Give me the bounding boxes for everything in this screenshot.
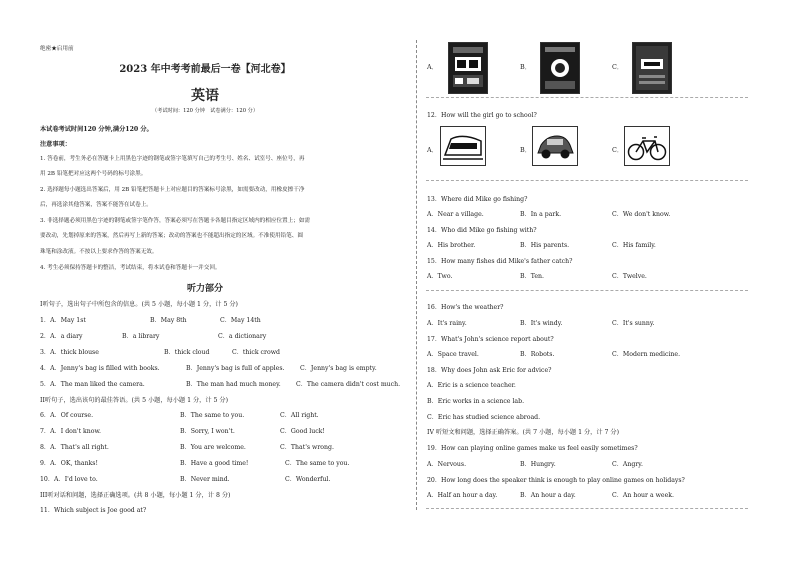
note-3b: 要改动，先划掉原来的答案，然后再写上新的答案；改动的答案也不能超出指定的区域。不准使用铅笔、圆: [40, 233, 303, 239]
section-2-title: II听句子，选出该句的最佳答语。(共 5 小题，每小题 1 分，计 5 分): [40, 397, 229, 404]
q9-option-b: B．Have a good time!: [180, 460, 249, 467]
notes-intro: 本试卷考试时间120 分钟,满分120 分。: [40, 126, 153, 133]
rule-line: [426, 508, 748, 509]
q10-option-b: B．Never mind.: [180, 476, 230, 483]
q5-option-a: 5．A．The man liked the camera.: [40, 381, 145, 388]
q15-text: 15．How many fishes did Mike's father catch?: [427, 258, 573, 265]
q15-option-c: C．Twelve.: [612, 273, 647, 280]
q3-option-a: 3．A．thick blouse: [40, 349, 99, 356]
section-1-title: I听句子，选出句子中所包含的信息。(共 5 小题，每小题 1 分，计 5 分): [40, 301, 238, 308]
book-cover-c-icon: [632, 42, 672, 94]
q2-option-c: C．a dictionary: [218, 333, 267, 340]
q12-text: 12．How will the girl go to school?: [427, 112, 537, 119]
q12-label-a: A．: [427, 146, 439, 154]
q4-option-b: B．Jenny's bag is full of apples.: [186, 365, 285, 372]
book-cover-b-icon: [540, 42, 580, 94]
exam-title: 2023 年中考考前最后一卷【河北卷】: [119, 64, 291, 75]
q1-option-c: C．May 14th: [220, 317, 261, 324]
q10-option-c: C．Wonderful.: [285, 476, 331, 483]
q16-option-a: A．It's rainy.: [427, 320, 467, 327]
secret-label: 绝密★启用前: [40, 46, 74, 52]
q2-option-a: 2．A．a diary: [40, 333, 83, 340]
q6-option-a: 6．A．Of course.: [40, 412, 94, 419]
q17-option-c: C．Modern medicine.: [612, 351, 681, 358]
q8-option-b: B．You are welcome.: [180, 444, 246, 451]
q5-option-b: B．The man had much money.: [186, 381, 281, 388]
q20-option-b: B．An hour a day.: [520, 492, 576, 499]
bicycle-icon: [624, 126, 670, 166]
car-icon: [532, 126, 578, 166]
rule-line: [426, 180, 748, 181]
q20-text: 20．How long does the speaker think is enough to play online games on holidays?: [427, 477, 685, 484]
q14-option-b: B．His parents.: [520, 242, 570, 249]
rule-line: [426, 97, 748, 98]
q11-text: 11．Which subject is Joe good at?: [40, 507, 147, 514]
note-2a: 2. 选择题每小题选出答案后，用 2B 铅笔把答题卡上对应题目的答案标号涂黑，如需要改动，用橡皮擦干净: [40, 187, 305, 193]
note-3a: 3. 非选择题必须用黑色字迹的钢笔或签字笔作答，答案必须写在答题卡各题目指定区域内的相应位置上；如需: [40, 218, 311, 224]
q11-label-a: A．: [427, 63, 439, 71]
q19-option-c: C．Angry.: [612, 461, 643, 468]
q1-option-a: 1．A．May 1st: [40, 317, 86, 324]
q4-option-c: C．Jenny's bag is empty.: [300, 365, 377, 372]
q16-option-c: C．It's sunny.: [612, 320, 655, 327]
q3-option-b: B．thick cloud: [164, 349, 210, 356]
note-1b: 用 2B 铅笔把对应这两个号码的标号涂黑。: [40, 171, 147, 177]
q19-option-b: B．Hungry.: [520, 461, 556, 468]
q4-option-a: 4．A．Jenny's bag is filled with books.: [40, 365, 160, 372]
q18-option-a: A．Eric is a science teacher.: [427, 382, 516, 389]
q6-option-c: C．All right.: [280, 412, 319, 419]
q16-option-b: B．It's windy.: [520, 320, 563, 327]
section-title: 听力部分: [186, 284, 223, 294]
note-1a: 1. 答卷前，考生务必在答题卡上用黑色字迹的钢笔或签字笔填写自己的考生号、姓名、试室号、座位号，再: [40, 156, 305, 162]
train-icon: [440, 126, 486, 166]
q7-option-c: C．Good luck!: [280, 428, 325, 435]
q8-option-c: C．That's wrong.: [280, 444, 334, 451]
q17-option-b: B．Robots.: [520, 351, 555, 358]
q13-text: 13．Where did Mike go fishing?: [427, 196, 528, 203]
q12-label-b: B．: [520, 146, 532, 154]
q9-option-a: 9．A．OK, thanks!: [40, 460, 98, 467]
q5-option-c: C．The camera didn't cost much.: [296, 381, 401, 388]
q18-option-b: B．Eric works in a science lab.: [427, 398, 525, 405]
q14-option-c: C．His family.: [612, 242, 656, 249]
q13-option-a: A．Near a village.: [427, 211, 484, 218]
q15-option-a: A．Two.: [427, 273, 453, 280]
q11-label-c: C．: [612, 63, 624, 71]
q20-option-a: A．Half an hour a day.: [427, 492, 498, 499]
q9-option-c: C．The same to you.: [285, 460, 350, 467]
q18-option-c: C．Eric has studied science abroad.: [427, 414, 541, 421]
q19-option-a: A．Nervous.: [427, 461, 467, 468]
q2-option-b: B．a library: [122, 333, 160, 340]
q14-option-a: A．His brother.: [427, 242, 476, 249]
rule-line: [426, 290, 748, 291]
note-2b: 后，再选涂其他答案，答案不能答在试卷上。: [40, 202, 152, 208]
exam-meta: （考试时间：120 分钟 试卷满分：120 分）: [151, 108, 259, 114]
notes-heading: 注意事项：: [40, 141, 71, 148]
q14-text: 14．Who did Mike go fishing with?: [427, 227, 537, 234]
q17-text: 17．What's John's science report about?: [427, 336, 554, 343]
note-4: 4. 考生必须保持答题卡的整洁，考试结束，将本试卷和答题卡一并交回。: [40, 265, 221, 271]
q1-option-b: B．May 8th: [150, 317, 187, 324]
book-cover-a-icon: [448, 42, 488, 94]
subject-title: 英语: [191, 88, 219, 104]
note-3c: 珠笔和涂改液。不按以上要求作答的答案无效。: [40, 249, 158, 255]
q15-option-b: B．Ten.: [520, 273, 544, 280]
q20-option-c: C．An hour a week.: [612, 492, 674, 499]
q18-text: 18．Why does John ask Eric for advice?: [427, 367, 552, 374]
section-4-title: IV 听短文和问题，选择正确答案。(共 7 小题，每小题 1 分，计 7 分): [427, 429, 620, 436]
q13-option-c: C．We don't know.: [612, 211, 671, 218]
q11-label-b: B．: [520, 63, 532, 71]
q8-option-a: 8．A．That's all right.: [40, 444, 109, 451]
q7-option-b: B．Sorry, I won't.: [180, 428, 235, 435]
q19-text: 19．How can playing online games make us feel easily sometimes?: [427, 445, 638, 452]
column-divider: [416, 40, 417, 510]
q16-text: 16．How's the weather?: [427, 304, 504, 311]
q3-option-c: C．thick crowd: [232, 349, 280, 356]
q7-option-a: 7．A．I don't know.: [40, 428, 102, 435]
q6-option-b: B．The same to you.: [180, 412, 245, 419]
q17-option-a: A．Space travel.: [427, 351, 479, 358]
section-3-title: III听对话和问题，选择正确选项。(共 8 小题，每小题 1 分，计 8 分): [40, 492, 231, 499]
q13-option-b: B．In a park.: [520, 211, 562, 218]
q10-option-a: 10．A．I'd love to.: [40, 476, 98, 483]
q12-label-c: C．: [612, 146, 624, 154]
